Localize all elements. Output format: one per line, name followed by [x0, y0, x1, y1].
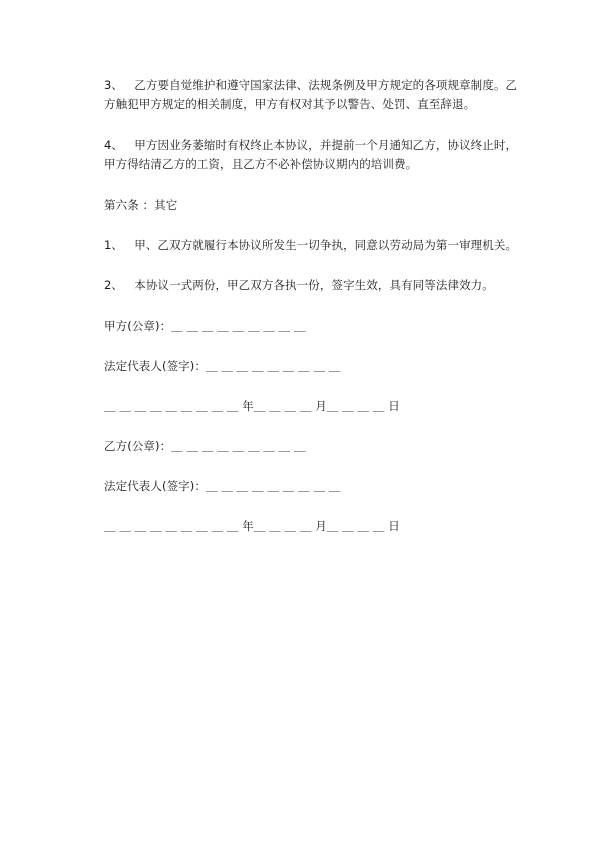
- party-a-date-line: ＿ ＿ ＿ ＿ ＿ ＿ ＿ ＿ ＿ 年＿ ＿ ＿ ＿ 月＿ ＿ ＿ ＿ 日: [104, 399, 400, 413]
- party-b-seal-line: 乙方(公章)：＿ ＿ ＿ ＿ ＿ ＿ ＿ ＿ ＿: [104, 439, 306, 453]
- clause5-item4-line2: 甲方得结清乙方的工资，且乙方不必补偿协议期内的培训费。: [104, 157, 418, 171]
- clause5-item3-line2: 方触犯甲方规定的相关制度，甲方有权对其予以警告、处罚、直至辞退。: [104, 97, 476, 111]
- clause6-heading: 第六条 ：其它: [104, 198, 178, 212]
- clause5-item3-line1: 3、 乙方要自觉维护和遵守国家法律、法规条例及甲方规定的各项规章制度。乙: [104, 78, 518, 92]
- party-a-representative-line: 法定代表人(签字)：＿ ＿ ＿ ＿ ＿ ＿ ＿ ＿ ＿: [104, 359, 341, 373]
- party-a-seal-line: 甲方(公章)：＿ ＿ ＿ ＿ ＿ ＿ ＿ ＿ ＿: [104, 319, 306, 333]
- clause6-item2: 2、 本协议一式两份，甲乙双方各执一份，签字生效，具有同等法律效力。: [104, 278, 494, 292]
- clause5-item4-line1: 4、 甲方因业务萎缩时有权终止本协议，并提前一个月通知乙方，协议终止时，: [104, 138, 518, 152]
- party-b-representative-line: 法定代表人(签字)：＿ ＿ ＿ ＿ ＿ ＿ ＿ ＿ ＿: [104, 479, 341, 493]
- party-b-date-line: ＿ ＿ ＿ ＿ ＿ ＿ ＿ ＿ ＿ 年＿ ＿ ＿ ＿ 月＿ ＿ ＿ ＿ 日: [104, 519, 400, 533]
- clause6-item1: 1、 甲、乙双方就履行本协议所发生一切争执，同意以劳动局为第一审理机关。: [104, 238, 518, 252]
